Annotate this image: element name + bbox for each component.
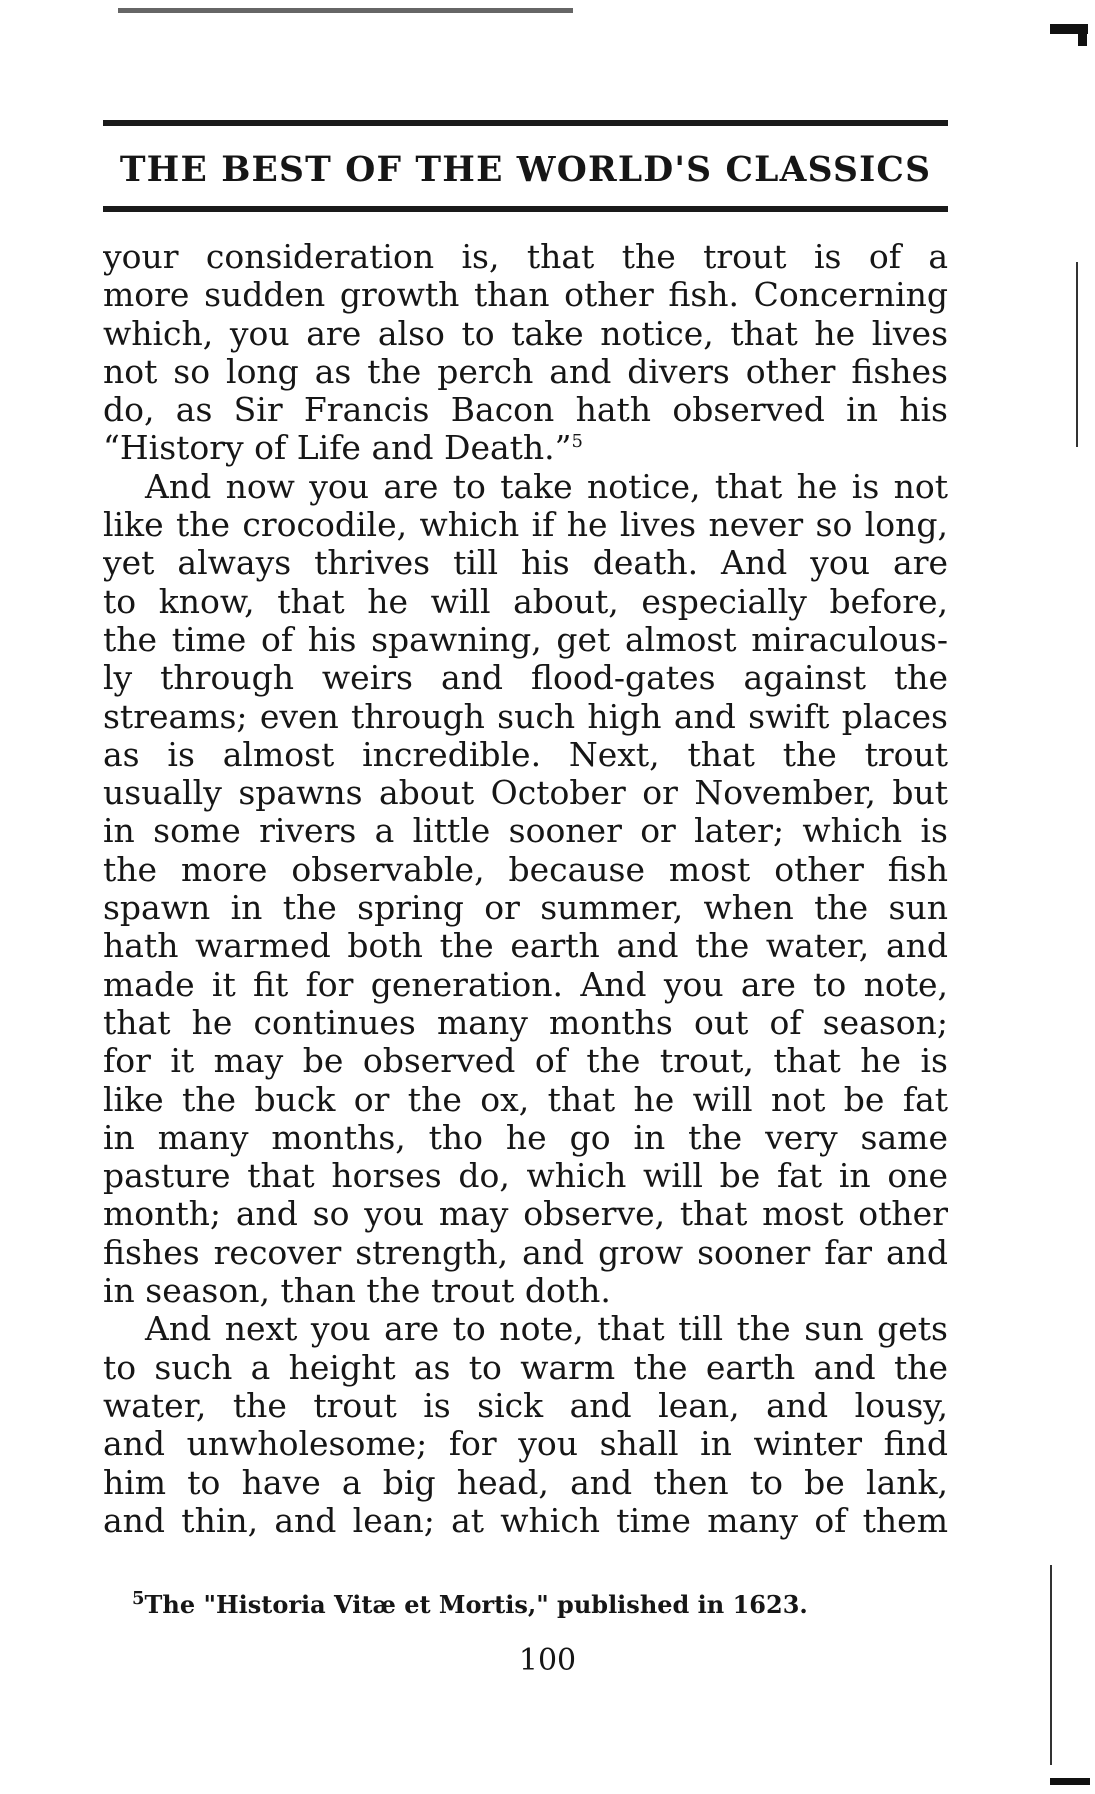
page-number: 100	[518, 1643, 577, 1678]
text-line: in season, than the trout doth.	[103, 1272, 611, 1311]
text-line: do, as Sir Francis Bacon hath observed in his	[103, 391, 948, 430]
text-line: streams; even through such high and swift places	[103, 697, 948, 736]
header-rule-top	[103, 120, 948, 126]
text-line	[103, 429, 948, 467]
text-line: that he continues many months out of season;	[103, 1003, 948, 1042]
text-line: and thin, and lean; at which time many of them	[103, 1501, 948, 1540]
text-line: month; and so you may observe, that most other	[103, 1195, 948, 1234]
text-line: and unwholesome; for you shall in winter find	[103, 1425, 948, 1464]
text-line: in some rivers a little sooner or later; which is	[103, 812, 948, 851]
text-line: like the crocodile, which if he lives never so long,	[103, 506, 948, 545]
text-line: water, the trout is sick and lean, and lousy,	[103, 1386, 948, 1425]
footnote-marker: 5	[132, 1588, 145, 1609]
footnote	[132, 1590, 808, 1619]
text-line-content: “History of Life and Death.”	[103, 429, 572, 468]
scan-artifact	[118, 8, 573, 13]
text-line: him to have a big head, and then to be lank,	[103, 1463, 948, 1502]
text-line: And next you are to note, that till the sun gets	[145, 1310, 948, 1349]
text-line: made it fit for generation. And you are to note,	[103, 965, 948, 1004]
scan-artifact	[1050, 1778, 1090, 1785]
text-line: spawn in the spring or summer, when the sun	[103, 889, 948, 928]
scan-artifact	[1078, 24, 1087, 46]
text-line: not so long as the perch and divers other fishes	[103, 352, 948, 391]
text-line: like the buck or the ox, that he will not be fat	[103, 1080, 948, 1119]
text-line: yet always thrives till his death. And you are	[103, 544, 948, 583]
text-line: as is almost incredible. Next, that the trout	[103, 735, 948, 774]
text-line: your consideration is, that the trout is of a	[103, 238, 948, 276]
scan-artifact	[1076, 262, 1078, 447]
text-line: more sudden growth than other fish. Concerning	[103, 276, 948, 315]
text-line: And now you are to take notice, that he is not	[145, 467, 948, 506]
text-line: to know, that he will about, especially before,	[103, 582, 948, 621]
text-line: pasture that horses do, which will be fat in one	[103, 1157, 948, 1196]
text-line: usually spawns about October or November, but	[103, 774, 948, 813]
text-line: hath warmed both the earth and the water, and	[103, 927, 948, 966]
text-line: to such a height as to warm the earth and the	[103, 1348, 948, 1387]
body-text	[103, 238, 948, 1540]
text-line: the time of his spawning, get almost miraculous-	[103, 620, 948, 659]
text-line: in many months, tho he go in the very same	[103, 1118, 948, 1157]
text-line: for it may be observed of the trout, that he is	[103, 1042, 948, 1081]
running-head: THE BEST OF THE WORLD'S CLASSICS	[119, 150, 932, 190]
text-line: which, you are also to take notice, that he lives	[103, 314, 948, 353]
text-line: fishes recover strength, and grow sooner far and	[103, 1233, 948, 1272]
header-rule-bottom	[103, 206, 948, 212]
footnote-text: The "Historia Vitæ et Mortis," published in 1623.	[144, 1590, 808, 1619]
text-line: ly through weirs and flood-gates against the	[103, 659, 948, 698]
text-line: the more observable, because most other fish	[103, 850, 948, 889]
footnote-reference: 5	[571, 431, 583, 453]
